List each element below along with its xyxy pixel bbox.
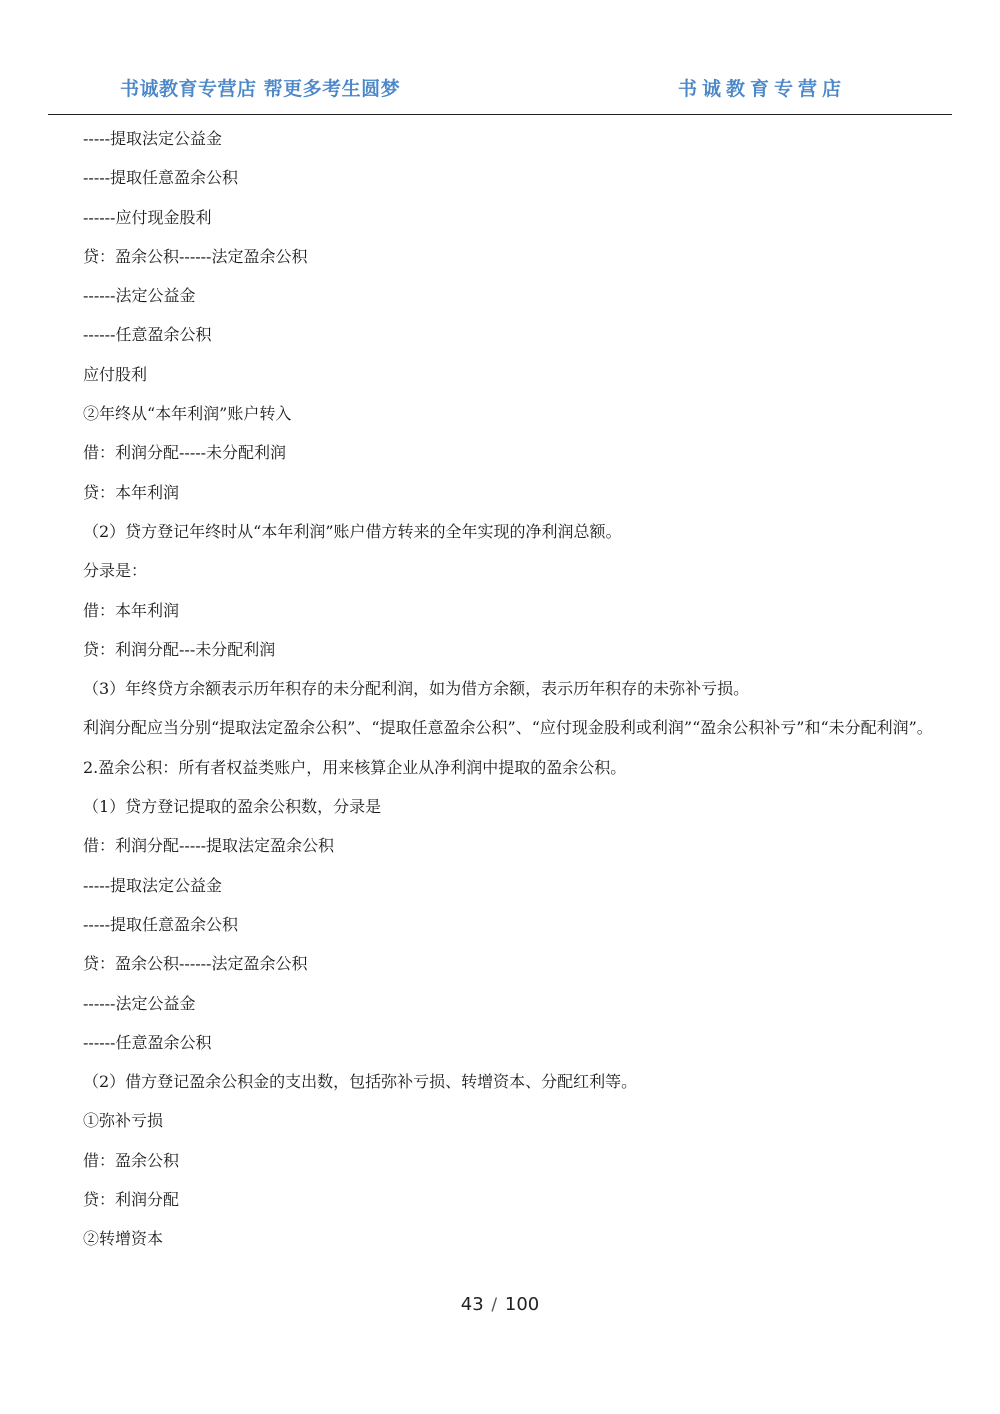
text-line: ------法定公益金 xyxy=(83,286,196,306)
page-total: 100 xyxy=(504,1294,540,1315)
text-line: ------应付现金股利 xyxy=(83,207,212,227)
text-line: 贷：盈余公积------法定盈余公积 xyxy=(83,246,308,266)
text-line: ------任意盈余公积 xyxy=(83,1032,212,1052)
document-body xyxy=(48,119,952,1259)
text-line: -----提取法定公益金 xyxy=(83,875,223,895)
text-line: 贷：盈余公积------法定盈余公积 xyxy=(83,954,308,974)
text-line: ②转增资本 xyxy=(83,1229,164,1249)
text-line: -----提取法定公益金 xyxy=(83,129,223,148)
header-shop-slogan: 书诚教育专营店 帮更多考生圆梦 xyxy=(120,78,401,100)
text-line: 应付股利 xyxy=(83,364,148,384)
text-line: 借：本年利润 xyxy=(83,600,180,620)
text-line: -----提取任意盈余公积 xyxy=(83,168,239,188)
paragraph-profit-distribution: 利润分配应当分别“提取法定盈余公积”、“提取任意盈余公积”、“应付现金股利或利润”“盈余公积补亏”和“未分配利润”。 xyxy=(83,718,933,738)
text-line: ------任意盈余公积 xyxy=(83,325,212,345)
text-line: ②年终从“本年利润”账户转入 xyxy=(83,404,292,424)
text-line: -----提取任意盈余公积 xyxy=(83,914,239,934)
page-number xyxy=(0,1294,1000,1315)
text-line: 贷：利润分配 xyxy=(83,1190,180,1210)
text-line: ------法定公益金 xyxy=(83,993,196,1013)
text-line: （2）借方登记盈余公积金的支出数，包括弥补亏损、转增资本、分配红利等。 xyxy=(83,1072,638,1092)
text-line: 借：盈余公积 xyxy=(83,1150,180,1170)
text-line: 2.盈余公积：所有者权益类账户，用来核算企业从净利润中提取的盈余公积。 xyxy=(83,757,627,777)
text-line: （3）年终贷方余额表示历年积存的未分配利润，如为借方余额，表示历年积存的未弥补亏损。 xyxy=(83,679,750,699)
page-header xyxy=(48,70,952,115)
text-line: ①弥补亏损 xyxy=(83,1111,164,1131)
text-line: 借：利润分配-----未分配利润 xyxy=(83,443,287,463)
text-line: 分录是： xyxy=(83,561,148,581)
page-separator: / xyxy=(491,1295,498,1315)
text-line: 贷：利润分配---未分配利润 xyxy=(83,639,276,659)
text-line: （2）贷方登记年终时从“本年利润”账户借方转来的全年实现的净利润总额。 xyxy=(83,521,622,541)
header-shop-name: 书诚教育专营店 xyxy=(677,78,846,100)
text-line: （1）贷方登记提取的盈余公积数，分录是 xyxy=(83,797,382,817)
text-line: 借：利润分配-----提取法定盈余公积 xyxy=(83,836,335,856)
page-current: 43 xyxy=(460,1294,484,1315)
text-line: 贷：本年利润 xyxy=(83,482,180,502)
